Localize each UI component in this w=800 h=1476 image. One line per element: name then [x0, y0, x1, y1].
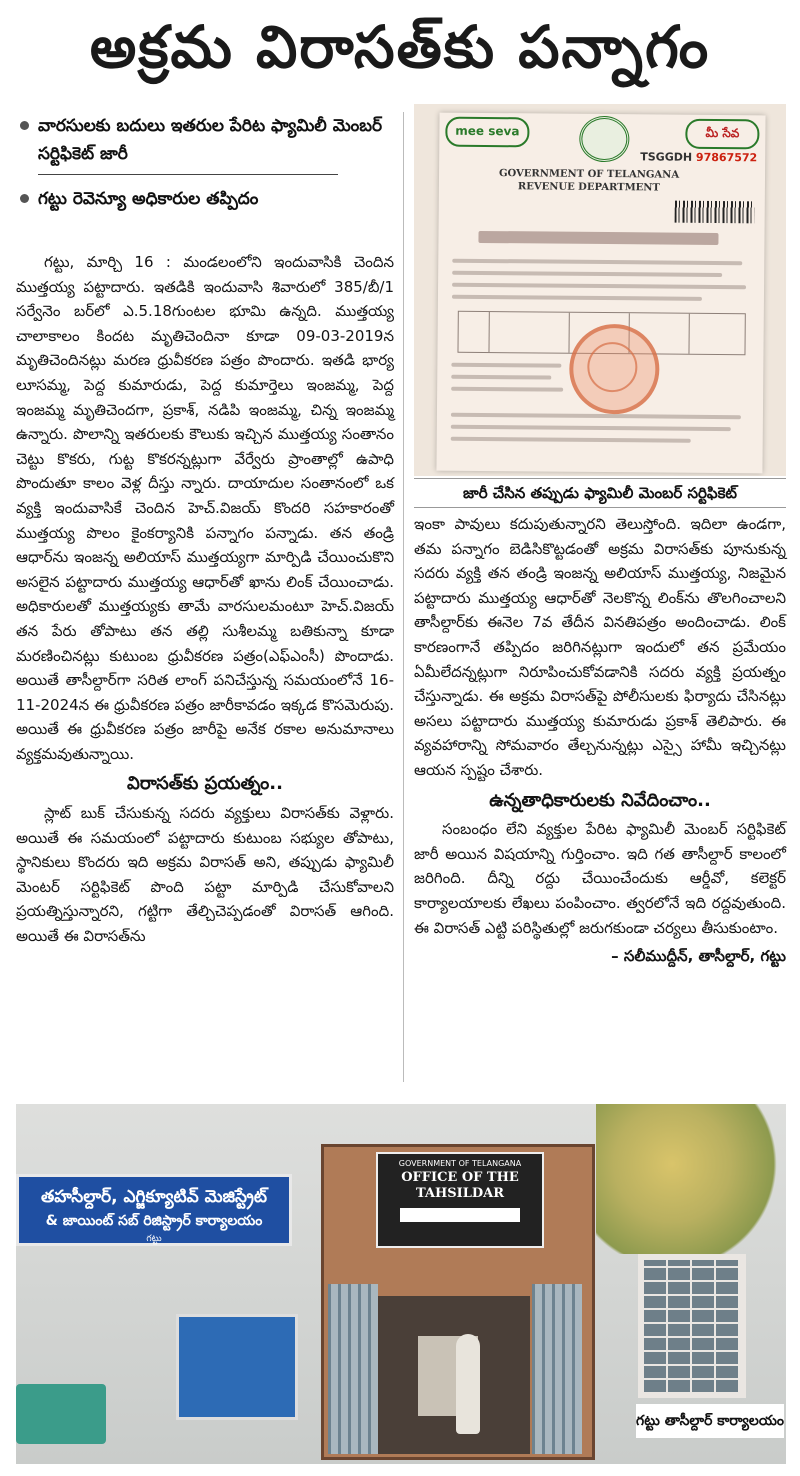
text-line	[451, 375, 551, 380]
subheading: విరాసత్‌కు ప్రయత్నం..	[127, 773, 283, 795]
official-seal-icon	[569, 324, 660, 415]
article-paragraph: ఇంకా పావులు కదుపుతున్నారని తెలుస్తోంది. ఇదిలా ఉండగా, తమ పన్నాగం బెడిసికొట్టడంతో అక్రమ విరాసత్‌కు పూనుకున్న సదరు వ్యక్తి తన తండ్రి ఇంజన్న అలియాస్ ముత్తయ్య, నిజమైన పట్టాదారు ముత్తయ్య ఆధార్‌తో నెలకొన్న లింక్‌ను తొలగించాలని తాసీల్దార్‌కు ఈనెల 7వ తేదీన వినతిపత్రం అందించాడు. లింక్ కారణంగానే తప్పిదం జరిగినట్లుగా ఇందులో తన ప్రమేయం ఏమీలేదన్నట్లుగా నిరూపించుకోవడానికి సదరు వ్యక్తి ప్రయత్నం చేస్తున్నాడు. ఈ అక్రమ విరాసత్‌పై పోలీసులకు ఫిర్యాదు చేసినట్లు అసలు పట్టాదారు ముత్తయ్య కుమారుడు ప్రకాశ్ తెలిపారు. ఈ వ్యవహారాన్ని సోమవారం తేల్చనున్నట్లు ఎస్సై హామీ ఇచ్చినట్లు ఆయన స్పష్టం చేశారు.	[414, 515, 786, 779]
headline: అక్రమ విరాసత్‌కు పన్నాగం	[89, 13, 711, 81]
barcode	[675, 201, 755, 224]
article-column-left	[16, 250, 394, 949]
text-line	[451, 387, 563, 392]
bullet-text: గట్టు రెవెన్యూ అధికారుల తప్పిదం	[38, 189, 259, 209]
quote-attribution: – సలీముద్దీన్, తాసీల్దార్, గట్టు	[611, 947, 786, 966]
door-grill-left	[328, 1284, 378, 1454]
certificate-photo	[414, 104, 786, 476]
green-object	[16, 1384, 106, 1444]
certificate-title-block	[478, 231, 718, 245]
certificate-issuer: GOVERNMENT OF TELANGANA REVENUE DEPARTMENT	[498, 168, 680, 194]
subheading: ఉన్నతాధికారులకు నివేదించాం..	[489, 789, 711, 811]
bullet-text: వారసులకు బదులు ఇతరుల పేరిట ఫ్యామిలీ మెంబర్ సర్టిఫికెట్ జారీ	[38, 116, 383, 164]
tahsildar-office-sign: GOVERNMENT OF TELANGANA OFFICE OF THE TAHSILDAR	[376, 1152, 544, 1248]
person-figure	[456, 1334, 480, 1434]
divider	[38, 174, 338, 175]
office-name-board: తహసీల్దార్, ఎగ్జిక్యూటివ్ మెజిస్ట్రేట్ & జాయింట్ సబ్ రిజిస్ట్రార్ కార్యాలయం గట్టు	[16, 1174, 292, 1246]
text-line	[451, 437, 691, 443]
article-paragraph: సంబంధం లేని వ్యక్తుల పేరిట ఫ్యామిలీ మెంబర్ సర్టిఫికెట్ జారీ అయిన విషయాన్ని గుర్తించాం. ఇది గత తాసీల్దార్ కాలంలో జరిగింది. దీన్ని రద్దు చేయించేందుకు ఆర్డీవో, కలెక్టర్ కార్యాలయాలకు లేఖలు పంపించాం. త్వరలోనే ఇది రద్దవుతుంది. ఈ విరాసత్ ఎట్టి పరిస్థితుల్లో జరుగకుండా చర్యలు తీసుకుంటాం.	[414, 820, 786, 937]
text-line	[451, 425, 731, 431]
mee-seva-logo: mee seva	[445, 117, 529, 148]
article-paragraph: గట్టు, మార్చి 16 : మండలంలోని ఇందువాసికి చెందిన ముత్తయ్య పట్టాదారు. ఇతడికి ఇందువాసి శివారులో 385/బీ/1 సర్వేనెం బర్‌లో ఎ.5.18గుంటల భూమి ఉన్నది. ముత్తయ్య చాలాకాలం కిందట మృతిచెందినా కూడా 09-03-2019న మృతిచెందినట్లు మరణ ధ్రువీకరణ పత్రం పొందారు. ఇతడి భార్య లూసమ్మ, పెద్ద కుమారుడు, పెద్ద కుమార్తెలు ఇంజమ్మ, పెద్ద ఇంజమ్మ మృతిచెందగా, ప్రకాశ్, నడిపి ఇంజమ్మ, చిన్న ఇంజమ్మ ఉన్నారు. పొలాన్ని ఇతరులకు కౌలుకు ఇచ్చిన ముత్తయ్య సంతానం చెట్టు కొకరు, గుట్ట కొకరన్నట్లుగా వేర్వేరు ప్రాంతాల్లో ఉపాధి పొందుతూ కాలం వెళ్ల దీస్తు న్నారు. దాయాదుల సంతానంలో ఒక వ్యక్తి ఇందువాసికే చెందిన హెచ్.విజయ్ కొందరి సహకారంతో ముత్తయ్య పొలం కైంకర్యానికి పన్నాగం పన్నాడు. తన తండ్రి ఆధార్‌ను ఇంజన్న అలియాస్ ముత్తయ్యగా మార్పిడి చేయించుకొని అసలైన పట్టాదారు ముత్తయ్య ఆధార్‌తో ఖాను లింక్ చేయించాడు. అధికారులతో ముత్తయ్యకు తామే వారసులమంటూ హెచ్.విజయ్ తన పేరు తోపాటు తన తల్లి సుశీలమ్మ బతికున్నా కూడా మరణించినట్లు కుటుంబ ధ్రువీకరణ పత్రం(ఎఫ్ఎంసీ) పొందాడు. అయితే తాసీల్దార్‌గా సరిత లాంగ్ పనిచేస్తున్న సమయంలోనే 16-11-2024న ఈ ధ్రువీకరణ పత్రం జారీకావడం ఇక్కడ కొసమెరుపు. అయితే ఈ ధ్రువీకరణ పత్రం జారీపై అనేక రకాల అనుమానాలు వ్యక్తమవుతున్నాయి.	[16, 253, 394, 763]
text-line	[452, 259, 742, 266]
certificate-code: TSGGDH 97867572	[640, 150, 758, 165]
bullet-item	[16, 112, 396, 168]
tree-foliage	[596, 1104, 786, 1254]
bullet-dot-icon	[20, 194, 29, 203]
certificate-document	[436, 113, 765, 474]
article-column-right	[414, 512, 786, 969]
summary-bullets	[16, 112, 396, 213]
office-photo	[16, 1104, 786, 1464]
bullet-item	[16, 185, 396, 213]
text-line	[452, 283, 746, 290]
telangana-emblem-icon	[579, 116, 629, 162]
article-paragraph: స్లాట్ బుక్ చేసుకున్న సదరు వ్యక్తులు విరాసత్‌కు వెళ్లారు. అయితే ఈ సమయంలో పట్టాదారు కుటుంబ సభ్యుల తోపాటు, స్థానికులు కొందరు ఇది అక్రమ విరాసత్ అని, తప్పుడు ఫ్యామిలీ మెంటర్ సర్టిఫికెట్ పొంది పట్టా మార్పిడి చేసుకోవాలని ప్రయత్నిస్తున్నారని, గట్టిగా తేల్చిచెప్పడంతో విరాసత్ ఆగింది. అయితే ఈ విరాసత్‌ను	[16, 804, 394, 946]
mee-seva-telugu-logo: మీ సేవ	[685, 119, 759, 150]
notice-board	[176, 1314, 298, 1420]
text-line	[451, 363, 561, 368]
doorway	[378, 1296, 530, 1454]
text-line	[452, 295, 702, 301]
text-line	[452, 271, 722, 277]
bullet-dot-icon	[20, 121, 29, 130]
photo-caption: గట్టు తాసీల్దార్ కార్యాలయం	[636, 1404, 784, 1438]
certificate-caption: జారీ చేసిన తప్పుడు ఫ్యామిలీ మెంబర్ సర్టిఫికెట్	[414, 478, 786, 508]
window-grill	[638, 1254, 746, 1398]
column-divider	[403, 112, 404, 1082]
door-grill-right	[532, 1284, 582, 1454]
text-line	[451, 413, 741, 420]
